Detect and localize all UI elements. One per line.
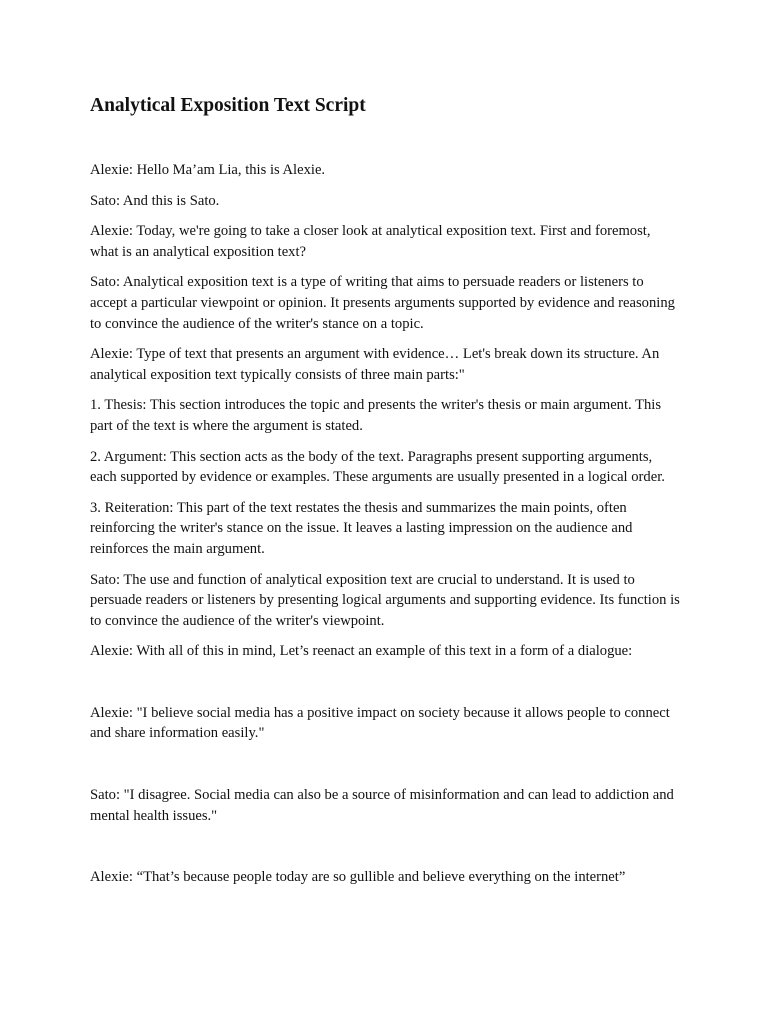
paragraph-greeting-alexie: Alexie: Hello Ma’am Lia, this is Alexie. xyxy=(90,162,326,178)
paragraph-dialogue-alexie-2: Alexie: “That’s because people today are so gullible and believe everything on the internet” xyxy=(90,869,626,886)
document-body xyxy=(90,160,680,898)
paragraph-dialogue-alexie-1: Alexie: "I believe social media has a positive impact on society because it allows people to connect and share information easily." xyxy=(90,704,670,742)
paragraph-dialogue-sato: Sato: "I disagree. Social media can also be a source of misinformation and can lead to addiction and mental health issues." xyxy=(90,787,674,824)
document-title: Analytical Exposition Text Script xyxy=(90,95,366,116)
paragraph-argument: 2. Argument: This section acts as the body of the text. Paragraphs present supporting arguments, each supported by evidence or examples. These arguments are usually presented in a logical order. xyxy=(90,448,665,486)
paragraph-question: Alexie: Today, we're going to take a closer look at analytical exposition text. First and foremost, what is an analytical exposition text? xyxy=(90,223,651,260)
paragraph-thesis: 1. Thesis: This section introduces the topic and presents the writer's thesis or main argument. This part of the text is where the argument is stated. xyxy=(90,397,662,434)
paragraph-dialogue-intro: Alexie: With all of this in mind, Let’s reenact an example of this text in a form of a dialogue: xyxy=(90,643,633,660)
paragraph-reiteration: 3. Reiteration: This part of the text restates the thesis and summarizes the main points, often reinforcing the writer's stance on the issue. It leaves a lasting impression on the audience and reinforces the main argument. xyxy=(90,499,633,557)
paragraph-structure-intro: Alexie: Type of text that presents an argument with evidence… Let's break down its structure. An analytical exposition text typically consists of three main parts:" xyxy=(90,346,660,383)
paragraph-definition: Sato: Analytical exposition text is a type of writing that aims to persuade readers or listeners to accept a particular viewpoint or opinion. It presents arguments supported by evidence and reasoning to convince the audience of the writer's stance on a topic. xyxy=(90,274,675,332)
paragraph-use-function: Sato: The use and function of analytical exposition text are crucial to understand. It is used to persuade readers or listeners by presenting logical arguments and supporting evidence. Its function is to convince the audience of the writer's viewpoint. xyxy=(90,571,680,629)
paragraph-greeting-sato: Sato: And this is Sato. xyxy=(90,192,220,209)
